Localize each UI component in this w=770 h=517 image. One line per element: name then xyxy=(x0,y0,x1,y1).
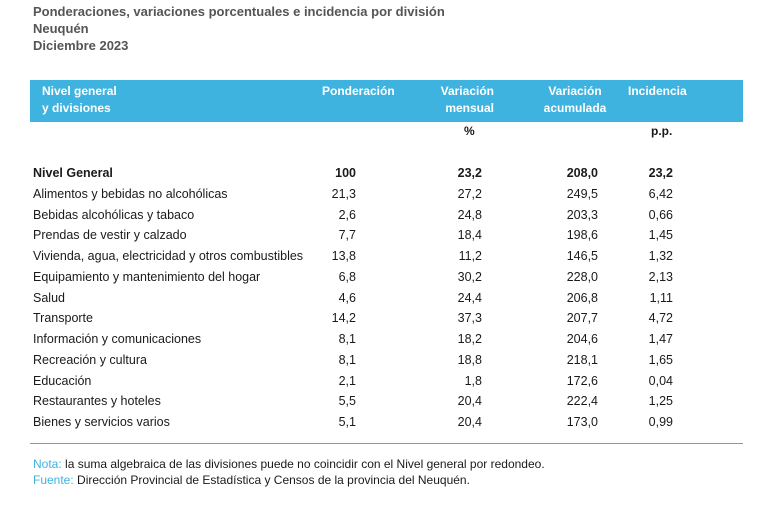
cell-incidencia: 0,04 xyxy=(648,373,673,388)
header-col-incidencia: Incidencia xyxy=(628,84,687,98)
table-row xyxy=(0,267,770,287)
cell-ponderacion: 7,7 xyxy=(338,228,356,243)
cell-ponderacion: 2,1 xyxy=(338,373,356,388)
header-col-acumulada xyxy=(540,83,610,117)
header-col-division-line2: y divisiones xyxy=(42,101,111,115)
cell-variacion-mensual: 37,3 xyxy=(457,311,482,326)
note-label: Nota: xyxy=(33,457,62,471)
cell-division: Recreación y cultura xyxy=(33,352,147,367)
cell-division: Alimentos y bebidas no alcohólicas xyxy=(33,186,228,201)
cell-variacion-mensual: 11,2 xyxy=(458,249,482,263)
cell-variacion-acumulada: 206,8 xyxy=(566,290,598,305)
table-row xyxy=(0,225,770,245)
cell-division: Transporte xyxy=(33,311,93,326)
cell-incidencia: 0,99 xyxy=(648,415,673,429)
cell-division: Restaurantes y hoteles xyxy=(33,394,161,409)
cell-variacion-mensual: 18,2 xyxy=(457,332,482,346)
cell-variacion-mensual: 20,4 xyxy=(457,394,482,409)
cell-incidencia: 1,32 xyxy=(648,249,673,263)
cell-division: Información y comunicaciones xyxy=(33,332,202,346)
cell-variacion-acumulada: 249,5 xyxy=(566,186,598,201)
cell-variacion-mensual: 18,4 xyxy=(457,228,482,243)
cell-incidencia: 1,11 xyxy=(649,290,673,305)
cell-ponderacion: 4,6 xyxy=(338,290,356,305)
table-row xyxy=(0,308,770,328)
page-title: Ponderaciones, variaciones porcentuales e incidencia por división xyxy=(33,4,445,19)
cell-ponderacion: 13,8 xyxy=(331,249,356,263)
cell-incidencia: 1,47 xyxy=(648,332,673,346)
cell-variacion-mensual: 27,2 xyxy=(457,186,482,201)
cell-variacion-acumulada: 172,6 xyxy=(566,373,598,388)
cell-division: Salud xyxy=(33,290,65,305)
cell-ponderacion: 14,2 xyxy=(331,311,356,326)
cell-variacion-acumulada: 173,0 xyxy=(566,415,598,429)
cell-incidencia: 23,2 xyxy=(648,166,673,180)
source-text: Dirección Provincial de Estadística y Censos de la provincia del Neuquén. xyxy=(77,473,470,487)
cell-variacion-acumulada: 207,7 xyxy=(566,311,598,326)
cell-variacion-mensual: 1,8 xyxy=(464,373,482,388)
cell-ponderacion: 100 xyxy=(335,166,356,180)
cell-variacion-mensual: 30,2 xyxy=(457,269,482,284)
cell-division: Equipamiento y mantenimiento del hogar xyxy=(33,269,261,284)
cell-incidencia: 1,45 xyxy=(648,228,673,243)
table-row xyxy=(0,288,770,308)
cell-variacion-mensual: 18,8 xyxy=(457,352,482,367)
cell-ponderacion: 8,1 xyxy=(338,332,356,346)
cell-variacion-acumulada: 146,5 xyxy=(566,249,598,263)
cell-ponderacion: 5,5 xyxy=(338,394,356,409)
cell-incidencia: 1,65 xyxy=(648,352,673,367)
table-row xyxy=(0,391,770,411)
cell-ponderacion: 6,8 xyxy=(338,269,356,284)
cell-variacion-acumulada: 208,0 xyxy=(566,166,598,180)
table-row xyxy=(0,205,770,225)
header-col-acumulada-line1: Variación xyxy=(548,84,602,98)
page-subtitle-date: Diciembre 2023 xyxy=(33,38,129,53)
cell-variacion-acumulada: 203,3 xyxy=(566,207,598,222)
cell-variacion-mensual: 23,2 xyxy=(457,166,482,180)
cell-variacion-mensual: 24,4 xyxy=(457,290,482,305)
page-subtitle-region: Neuquén xyxy=(33,21,89,36)
cell-incidencia: 6,42 xyxy=(648,186,673,201)
cell-division: Nivel General xyxy=(33,166,113,180)
unit-percent: % xyxy=(464,124,475,138)
cell-incidencia: 0,66 xyxy=(648,207,673,222)
cell-incidencia: 4,72 xyxy=(648,311,673,326)
cell-variacion-acumulada: 228,0 xyxy=(566,269,598,284)
cell-ponderacion: 5,1 xyxy=(338,415,356,429)
table-row xyxy=(0,184,770,204)
cell-division: Educación xyxy=(33,373,92,388)
header-col-mensual xyxy=(420,83,494,117)
cell-ponderacion: 2,6 xyxy=(338,207,356,222)
table-row xyxy=(0,350,770,370)
table-row-total xyxy=(0,163,770,183)
source-label: Fuente: xyxy=(33,473,74,487)
cell-division: Bienes y servicios varios xyxy=(33,415,170,429)
page-title-block xyxy=(33,3,445,54)
cell-division: Prendas de vestir y calzado xyxy=(33,228,187,243)
source-line xyxy=(33,472,470,488)
table-row xyxy=(0,329,770,349)
header-col-acumulada-line2: acumulada xyxy=(543,101,607,115)
header-col-division-line1: Nivel general xyxy=(42,84,117,98)
table-bottom-rule xyxy=(30,443,743,444)
header-col-ponderacion: Ponderación xyxy=(322,84,395,98)
cell-variacion-acumulada: 204,6 xyxy=(566,332,598,346)
cell-incidencia: 2,13 xyxy=(648,269,673,284)
cell-incidencia: 1,25 xyxy=(648,394,673,409)
cell-variacion-mensual: 20,4 xyxy=(457,415,482,429)
cell-division: Vivienda, agua, electricidad y otros combustibles xyxy=(33,249,304,263)
cell-variacion-acumulada: 218,1 xyxy=(566,352,598,367)
table-row xyxy=(0,371,770,391)
note-line xyxy=(33,456,545,472)
note-text: la suma algebraica de las divisiones puede no coincidir con el Nivel general por redondeo. xyxy=(65,457,545,471)
cell-variacion-mensual: 24,8 xyxy=(457,207,482,222)
cell-variacion-acumulada: 222,4 xyxy=(566,394,598,409)
unit-pp: p.p. xyxy=(651,124,673,138)
cell-division: Bebidas alcohólicas y tabaco xyxy=(33,207,195,222)
header-col-mensual-line1: Variación xyxy=(440,84,494,98)
header-col-division xyxy=(42,83,117,117)
table-row xyxy=(0,246,770,266)
cell-ponderacion: 21,3 xyxy=(331,186,356,201)
cell-variacion-acumulada: 198,6 xyxy=(566,228,598,243)
table-row xyxy=(0,412,770,432)
cell-ponderacion: 8,1 xyxy=(338,352,356,367)
header-col-mensual-line2: mensual xyxy=(445,101,494,115)
